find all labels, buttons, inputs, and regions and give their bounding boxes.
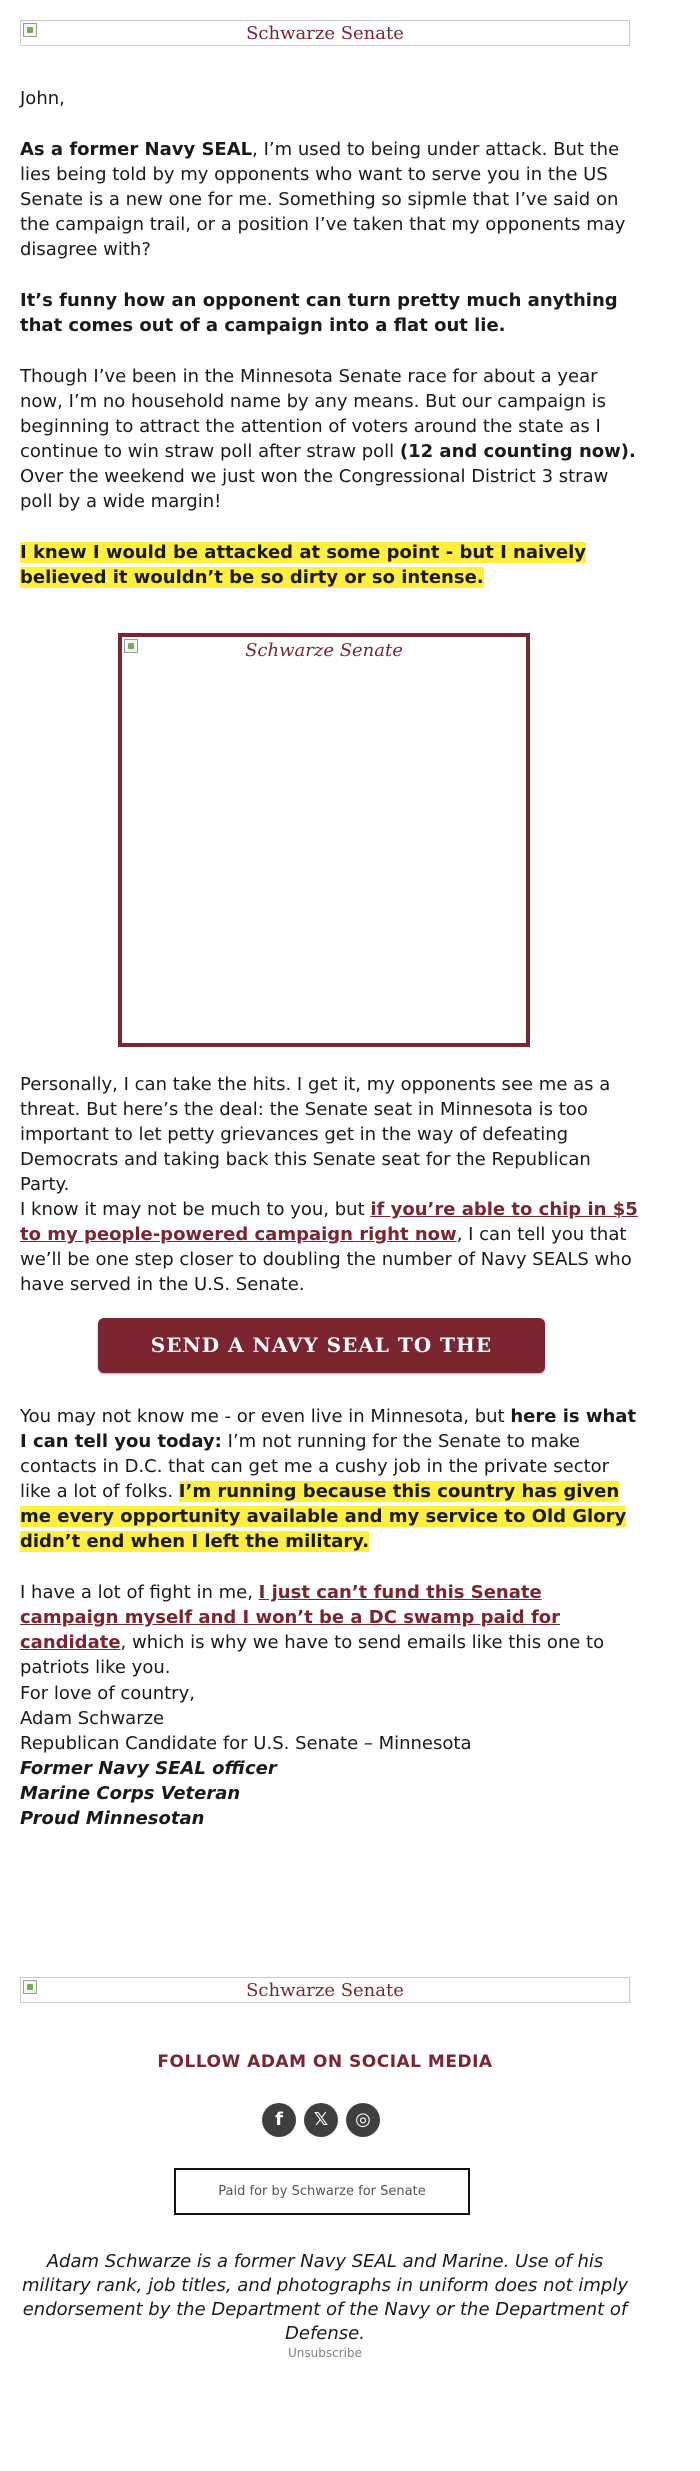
candidate-photo[interactable] — [118, 633, 530, 1047]
why-running-text-middle: I’m not running for the Senate to make contacts in D.C. that can get me a cushy job in the private sector like a lot of folks. — [20, 1431, 610, 1502]
paragraph-fight — [20, 1580, 640, 1680]
footer-image[interactable] — [20, 1977, 630, 2003]
paragraph-flat-out-lie: It’s funny how an opponent can turn pretty much anything that comes out of a campaign into a flat out lie. — [20, 290, 618, 336]
paid-for-box: Paid for by Schwarze for Senate — [174, 2168, 470, 2215]
donate-link-chip-in[interactable]: if you’re able to chip in $5 to my people-powered campaign right now — [20, 1199, 638, 1245]
intro-text: , I’m used to being under attack. But the lies being told by my opponents who want to serve you in the US Senate is a new one for me. Something so sipmle that I’ve said on the campaign trail, or a position I’ve taken that my opponents may disagree with? — [20, 139, 626, 260]
why-running-highlight: I’m running because this country has given me every opportunity available and my service to Old Glory didn’t end when I left the military. — [20, 1481, 627, 1552]
paragraph-take-the-hits: Personally, I can take the hits. I get it, my opponents see me as a threat. But here’s the deal: the Senate seat in Minnesota is too important to let petty grievances get in the way of defeating Democrats and taking back this Senate seat for the Republican Party. — [20, 1074, 611, 1195]
facebook-icon[interactable]: f — [262, 2103, 296, 2137]
paragraph-why-running — [20, 1404, 640, 1554]
straw-poll-text: Though I’ve been in the Minnesota Senate race for about a year now, I’m no household name by any means. But our campaign is beginning to attract the attention of voters around the state as I continue to win straw poll after straw poll — [20, 366, 607, 462]
paragraph-straw-poll — [20, 364, 640, 514]
footer-image-alt: Schwarze Senate — [246, 1980, 404, 2001]
why-running-bold: here is what I can tell you today: — [20, 1406, 637, 1452]
signoff-title: Republican Candidate for U.S. Senate – Minnesota — [20, 1733, 472, 1754]
x-icon[interactable]: 𝕏 — [304, 2103, 338, 2137]
why-running-text: You may not know me - or even live in Minnesota, but — [20, 1406, 511, 1427]
chip-in-text: I know it may not be much to you, but — [20, 1199, 371, 1220]
credential-navy-seal: Former Navy SEAL officer — [20, 1758, 277, 1779]
candidate-photo-alt: Schwarze Senate — [245, 640, 403, 661]
credential-marine: Marine Corps Veteran — [20, 1783, 241, 1804]
header-image[interactable] — [20, 20, 630, 46]
donate-link-fund-campaign[interactable]: I just can’t fund this Senate campaign myself and I won’t be a DC swamp paid for candidate — [20, 1582, 561, 1653]
credential-minnesotan: Proud Minnesotan — [20, 1808, 205, 1829]
broken-image-icon — [23, 23, 37, 37]
disclaimer: Adam Schwarze is a former Navy SEAL and Marine. Use of his military rank, job titles, and photographs in uniform does not imply endorsement by the Department of the Navy or the Department of Defense. — [22, 2251, 628, 2344]
unsubscribe-link[interactable]: Unsubscribe — [288, 2346, 362, 2360]
greeting: John, — [20, 88, 65, 109]
signature-block — [20, 1681, 640, 1831]
straw-poll-bold: (12 and counting now). — [399, 441, 636, 462]
intro-bold: As a former Navy SEAL — [20, 139, 253, 160]
straw-poll-text-after: Over the weekend we just won the Congressional District 3 straw poll by a wide margin! — [20, 466, 609, 512]
broken-image-icon — [124, 639, 138, 653]
header-image-alt: Schwarze Senate — [246, 23, 404, 44]
send-navy-seal-button[interactable]: SEND A NAVY SEAL TO THE SENATE — [98, 1318, 545, 1373]
signoff-closing: For love of country, — [20, 1683, 195, 1704]
follow-heading: FOLLOW ADAM ON SOCIAL MEDIA — [157, 2052, 493, 2072]
chip-in-text-after: , I can tell you that we’ll be one step closer to doubling the number of Navy SEALS who have served in the U.S. Senate. — [20, 1224, 632, 1295]
signoff-name: Adam Schwarze — [20, 1708, 165, 1729]
fight-text: I have a lot of fight in me, — [20, 1582, 259, 1603]
fight-text-after: , which is why we have to send emails like this one to patriots like you. — [20, 1632, 605, 1678]
broken-image-icon — [23, 1980, 37, 1994]
paragraph-attack-highlight — [20, 540, 640, 590]
paragraph-intro — [20, 137, 640, 262]
instagram-icon[interactable]: ◎ — [346, 2103, 380, 2137]
attack-highlight: I knew I would be attacked at some point - but I naively believed it wouldn’t be so dirty or so intense. — [20, 542, 587, 588]
paragraph-chip-in — [20, 1197, 640, 1297]
